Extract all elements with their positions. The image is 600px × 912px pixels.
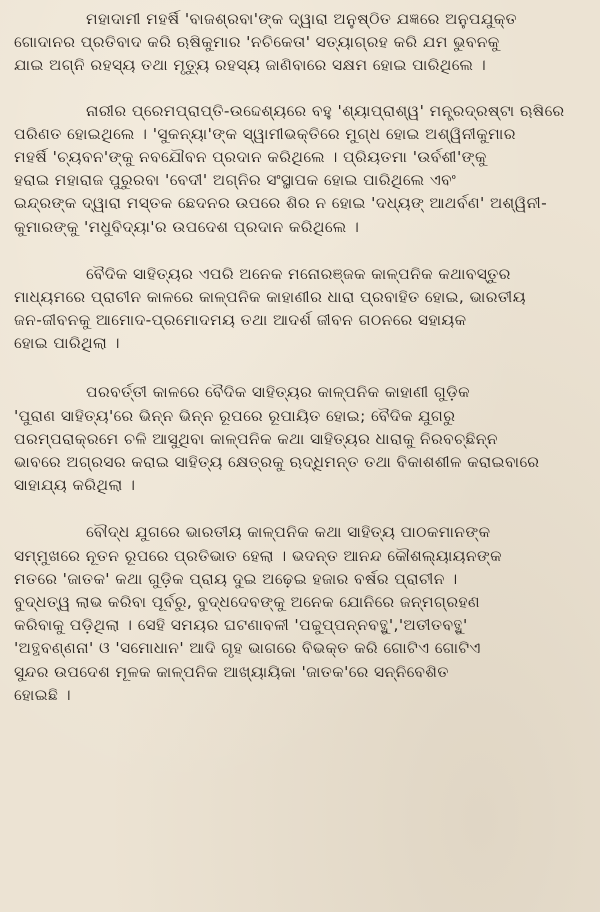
text-line: 'ଅତ୍ଥବଣ୍ଣନା' ଓ 'ସମୋଧାନ' ଆଦି ଗୃହ ଭାଗରେ ବିଭକ୍ତ କରି ଗୋଟିଏ ଗୋଟିଏ	[14, 639, 481, 658]
paragraph-purana	[14, 381, 586, 497]
text-line: ପରିଣତ ହୋଇଥିଲେ । 'ସୁକନ୍ୟା'ଙ୍କ ସ୍ୱାମୀଭକ୍ତିରେ ମୁଗ୍ଧ ହୋଇ ଅଶ୍ୱିନୀକୁମାର	[14, 124, 516, 143]
text-line: ବୁଦ୍ଧତ୍ୱ ଲାଭ କରିବା ପୂର୍ବରୁ, ବୁଦ୍ଧଦେବଙ୍କୁ ଅନେକ ଯୋନିରେ ଜନ୍ମଗ୍ରହଣ	[14, 592, 481, 611]
paragraph-vedic-tales	[14, 100, 586, 239]
text-line: ବୌଦ୍ଧ ଯୁଗରେ ଭାରତୀୟ କାଳ୍ପନିକ କଥା ସାହିତ୍ୟ ପାଠକମାନଙ୍କ	[86, 523, 491, 542]
text-line: ମହାଦାମୀ ମହର୍ଷି 'ବାଜଶ୍ରବା'ଙ୍କ ଦ୍ୱାରା ଅନୁଷ୍ଠିତ ଯଜ୍ଞରେ ଅନୁପଯୁକ୍ତ	[86, 10, 518, 28]
text-line: କୁମାରଙ୍କୁ 'ମଧୁବିଦ୍ୟା'ର ଉପଦେଶ ପ୍ରଦାନ କରିଥିଲେ ।	[14, 217, 360, 236]
text-line: ସାହାଯ୍ୟ କରିଥିଲା ।	[14, 476, 136, 495]
text-line: ହୋଇଛି ।	[14, 685, 71, 704]
text-line: କରିବାକୁ ପଡ଼ିଥିଲା । ସେହି ସମୟର ଘଟଣାବଳୀ 'ପଚ୍ଚୁପ୍ପନ୍ନବତ୍ଥୁ','ଅତୀତବତ୍ଥୁ'	[14, 616, 468, 635]
text-line: ମାଧ୍ୟମରେ ପ୍ରାଚୀନ କାଳରେ କାଳ୍ପନିକ କାହାଣୀର ଧାରା ପ୍ରବାହିତ ହୋଇ, ଭାରତୀୟ	[14, 287, 526, 306]
text-line: ନାରୀର ପ୍ରେମପ୍ରାପ୍ତି-ଉଦ୍ଦେଶ୍ୟରେ ବହୁ 'ଶ୍ୟାପ୍ରାଶ୍ୱ' ମନ୍ତ୍ରଦ୍ରଷ୍ଟା ଋଷିରେ	[86, 101, 565, 120]
text-line: ସୁନ୍ଦର ଉପଦେଶ ମୂଳକ କାଳ୍ପନିକ ଆଖ୍ୟାୟିକା 'ଜାତକ'ରେ ସନ୍ନିବେଶିତ	[14, 662, 449, 681]
text-line: 'ପୁରାଣ ସାହିତ୍ୟ'ରେ ଭିନ୍ନ ଭିନ୍ନ ରୂପରେ ରୂପାୟିତ ହୋଇ; ବୈଦିକ ଯୁଗରୁ	[14, 406, 456, 425]
paragraph-nachiketa	[14, 8, 586, 78]
text-line: ମହର୍ଷି 'ଚ୍ୟବନ'ଙ୍କୁ ନବଯୌବନ ପ୍ରଦାନ କରିଥିଲେ । ପ୍ରିୟତମା 'ଉର୍ବଶୀ'ଙ୍କୁ	[14, 147, 487, 166]
paragraph-jataka	[14, 521, 586, 707]
text-line: ଜନ-ଜୀବନକୁ ଆମୋଦ-ପ୍ରମୋଦମୟ ତଥା ଆଦର୍ଶ ଜୀବନ ଗଠନରେ ସହାୟକ	[14, 311, 467, 330]
text-line: ଗୋଦାନର ପ୍ରତିବାଦ କରି ଋଷିକୁମାର 'ନଚିକେତା' ସତ୍ୟାଗ୍ରହ କରି ଯମ ଭୁବନକୁ	[14, 33, 500, 52]
text-line: ଭାବରେ ଅଗ୍ରସର କରାଇ ସାହିତ୍ୟ କ୍ଷେତ୍ରକୁ ଋଦ୍ଧିମନ୍ତ ତଥା ବିକାଶଶୀଳ କରାଇବାରେ	[14, 453, 540, 471]
text-line: ମତରେ 'ଜାତକ' କଥା ଗୁଡ଼ିକ ପ୍ରାୟ ଦୁଇ ଅଢ଼େଇ ହଜାର ବର୍ଷର ପ୍ରାଚୀନ ।	[14, 569, 458, 588]
text-line: ସମ୍ମୁଖରେ ନୂତନ ରୂପରେ ପ୍ରତିଭାତ ହେଲା । ଭଦନ୍ତ ଆନନ୍ଦ କୌଶଲ୍ୟାୟନଙ୍କ	[14, 546, 503, 565]
paragraph-vedic-literature	[14, 263, 586, 356]
text-line: ବୈଦିକ ସାହିତ୍ୟର ଏପରି ଅନେକ ମନୋରଞ୍ଜକ କାଳ୍ପନିକ କଥାବସ୍ତୁର	[86, 264, 511, 283]
text-line: ପରବର୍ତ୍ତୀ କାଳରେ ବୈଦିକ ସାହିତ୍ୟର କାଳ୍ପନିକ କାହାଣୀ ଗୁଡ଼ିକ	[86, 383, 470, 402]
text-line: ଯାଇ ଅଗ୍ନି ରହସ୍ୟ ତଥା ମୃତ୍ୟୁ ରହସ୍ୟ ଜାଣିବାରେ ସକ୍ଷମ ହୋଇ ପାରିଥିଲେ ।	[14, 56, 487, 75]
text-line: ହୋଇ ପାରିଥିଲା ।	[14, 334, 120, 353]
text-line: ହରାଇ ମହାରାଜ ପୁରୁରବା 'ବେଦୀ' ଅଗ୍ନିର ସଂସ୍ଥାପକ ହୋଇ ପାରିଥିଲେ ଏବଂ	[14, 171, 457, 190]
text-line: ଇନ୍ଦ୍ରଙ୍କ ଦ୍ୱାରା ମସ୍ତକ ଛେଦନର ଉପରେ ଶିର ନ ହୋଇ 'ଦଧ୍ୟଙ୍ ଆଥର୍ବଣ' ଅଶ୍ୱିନୀ-	[14, 194, 548, 213]
text-line: ପରମ୍ପରାକ୍ରମେ ଚଳି ଆସୁଥିବା କାଳ୍ପନିକ କଥା ସାହିତ୍ୟର ଧାରାକୁ ନିରବଚ୍ଛିନ୍ନ	[14, 429, 498, 448]
